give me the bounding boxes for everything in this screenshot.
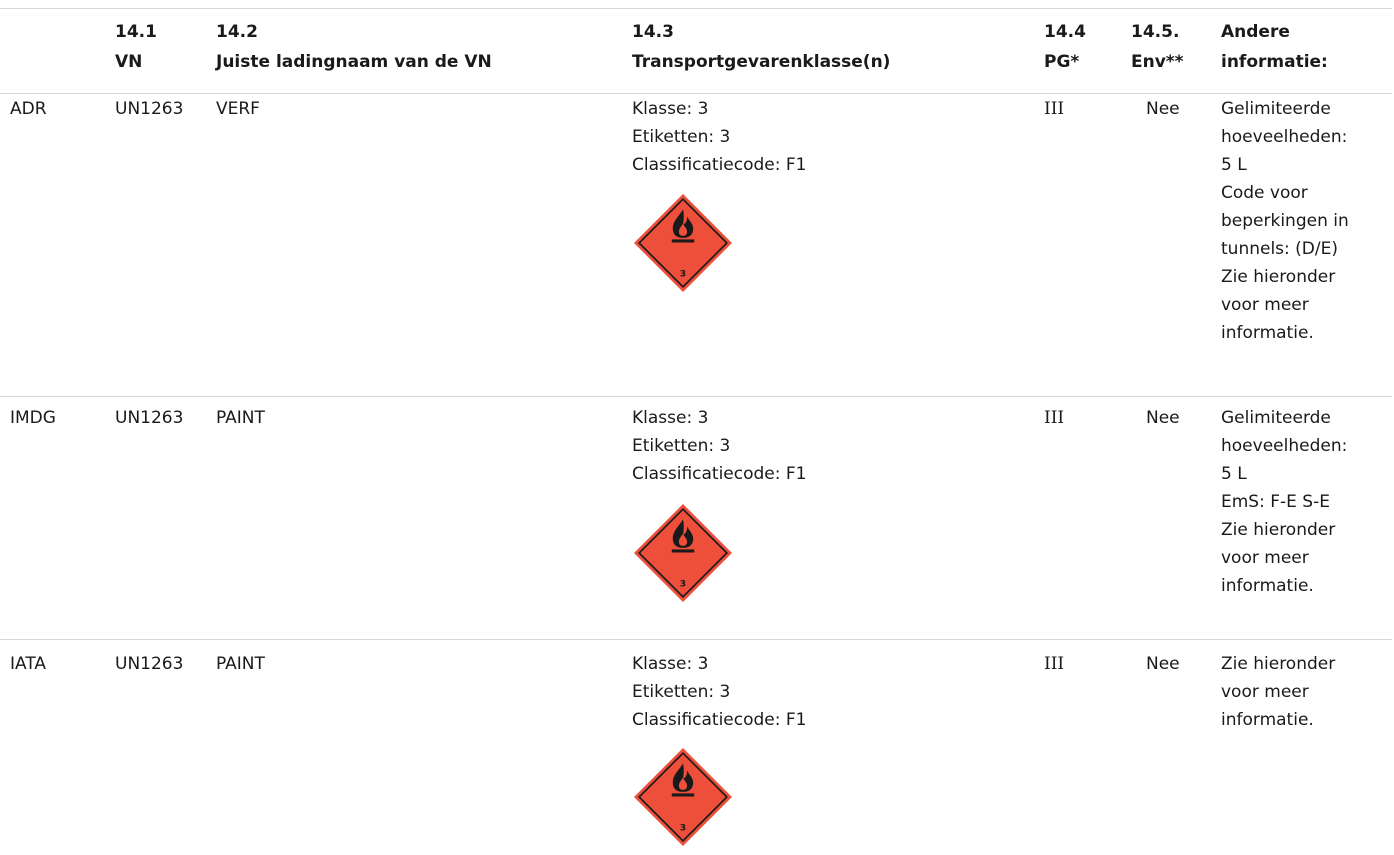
row-class-info: Klasse: 3 Etiketten: 3 Classificatiecode: F1 — [632, 408, 807, 484]
row-mode: IATA — [10, 654, 47, 674]
row-packing-group: III — [1044, 654, 1065, 674]
row-mode: IMDG — [10, 408, 56, 428]
svg-text:3: 3 — [679, 578, 687, 590]
row-un-number: UN1263 — [115, 654, 184, 674]
row-mode: ADR — [10, 99, 47, 119]
flame-hazard-diamond-icon — [632, 502, 734, 604]
row-packing-group: III — [1044, 408, 1065, 428]
header-un-number: 14.1 VN — [115, 22, 157, 72]
svg-text:3: 3 — [679, 822, 687, 834]
row-packing-group: III — [1044, 99, 1065, 119]
svg-text:3: 3 — [679, 268, 687, 280]
header-shipping-name: 14.2 Juiste ladingnaam van de VN — [216, 22, 492, 72]
row-separator — [0, 396, 1392, 397]
row-other-info: Zie hieronder voor meer informatie. — [1221, 654, 1336, 730]
row-other-info: Gelimiteerde hoeveelheden: 5 L EmS: F-E S-E Zie hieronder voor meer informatie. — [1221, 408, 1348, 596]
header-bottom-rule — [0, 93, 1392, 94]
row-environmental: Nee — [1146, 408, 1180, 428]
header-other-info: Andere informatie: — [1221, 22, 1328, 72]
row-shipping-name: PAINT — [216, 408, 265, 428]
row-un-number: UN1263 — [115, 99, 184, 119]
header-hazard-class: 14.3 Transportgevarenklasse(n) — [632, 22, 891, 72]
row-shipping-name: PAINT — [216, 654, 265, 674]
row-separator — [0, 639, 1392, 640]
row-class-info: Klasse: 3 Etiketten: 3 Classificatiecode: F1 — [632, 654, 807, 730]
row-environmental: Nee — [1146, 654, 1180, 674]
row-shipping-name: VERF — [216, 99, 260, 119]
flame-hazard-diamond-icon — [632, 192, 734, 294]
row-class-info: Klasse: 3 Etiketten: 3 Classificatiecode: F1 — [632, 99, 807, 175]
row-other-info: Gelimiteerde hoeveelheden: 5 L Code voor beperkingen in tunnels: (D/E) Zie hieronder voor meer informatie. — [1221, 99, 1349, 343]
row-environmental: Nee — [1146, 99, 1180, 119]
flame-hazard-diamond-icon — [632, 746, 734, 848]
header-environmental: 14.5. Env** — [1131, 22, 1184, 72]
header-packing-group: 14.4 PG* — [1044, 22, 1086, 72]
table-top-rule — [0, 8, 1392, 9]
row-un-number: UN1263 — [115, 408, 184, 428]
